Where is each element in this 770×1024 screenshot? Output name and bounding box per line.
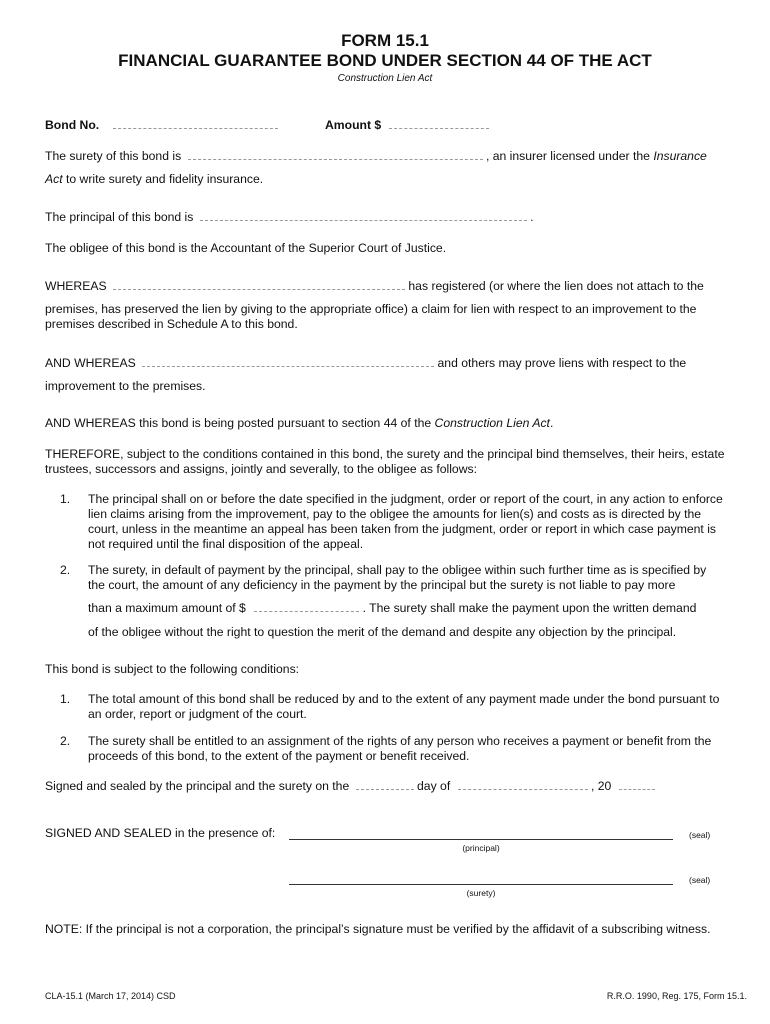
principal-seal-label: (seal) (689, 830, 711, 840)
condition-text: The surety shall be entitled to an assignment of the rights of any person who receives a payment or benefit from the proceeds of this bond, to the extent of the payment or benefit received. (88, 734, 712, 763)
form-title: FINANCIAL GUARANTEE BOND UNDER SECTION 44 OF THE ACT (118, 51, 652, 70)
whereas1-prefix: WHEREAS (45, 279, 107, 293)
max-prefix: than a maximum amount of $ (88, 601, 246, 615)
day-field[interactable] (356, 779, 414, 790)
condition-number: 2. (60, 734, 71, 748)
bond-no-field[interactable] (113, 118, 278, 129)
form-subtitle: Construction Lien Act (337, 73, 433, 84)
principal-row (45, 210, 534, 224)
other-claimants-field[interactable] (142, 356, 434, 367)
obligation-text: The surety, in default of payment by the principal, shall pay to the obligee within such further time as is specified by the court, the amount of any deficiency in the payment by the principal but the surety is not liable to pay more (88, 563, 707, 592)
principal-name-field[interactable] (200, 210, 527, 221)
whereas3-row (45, 416, 553, 430)
surety-suffix: , an insurer licensed under the (485, 149, 650, 163)
principal-signature-line[interactable] (289, 839, 673, 840)
surety-act-name-2: Act (45, 172, 63, 186)
surety-name-field[interactable] (188, 149, 483, 160)
bond-no-label: Bond No. (45, 118, 100, 132)
therefore-clause: THEREFORE, subject to the conditions contained in this bond, the surety and the principal bind themselves, their heirs, estate trustees, successors and assigns, jointly and severally, to the obligee as follows: (45, 447, 725, 476)
amount-row (325, 118, 489, 132)
amount-field[interactable] (389, 118, 489, 129)
amount-label: Amount $ (325, 118, 382, 132)
obligation-number: 1. (60, 492, 71, 506)
surety-caption: (surety) (466, 888, 496, 898)
maximum-amount-row (88, 601, 696, 615)
obligation-last-line: of the obligee without the right to question the merit of the demand and despite any objection by the principal. (88, 625, 677, 639)
maximum-amount-field[interactable] (254, 601, 359, 612)
presence-label: SIGNED AND SEALED in the presence of: (45, 826, 276, 840)
year-field[interactable] (619, 779, 655, 790)
obligation-number: 2. (60, 563, 71, 577)
lien-claimant-field[interactable] (113, 279, 405, 290)
whereas3-end: . (549, 416, 554, 430)
whereas1-row (45, 279, 704, 293)
surety-prefix: The surety of this bond is (45, 149, 182, 163)
month-field[interactable] (458, 779, 588, 790)
surety-continuation-row (45, 172, 263, 186)
signed-date-row (45, 779, 655, 793)
obligee-statement: The obligee of this bond is the Accountant of the Superior Court of Justice. (45, 241, 447, 255)
conditions-intro: This bond is subject to the following conditions: (45, 662, 300, 676)
year-prefix: , 20 (591, 779, 612, 793)
whereas3-text: AND WHEREAS this bond is being posted pursuant to section 44 of the (45, 416, 432, 430)
obligation-text: The principal shall on or before the date specified in the judgment, order or report of the court, in any action to enforce lien claims arising from the improvement, pay to the obligee the amounts for lien(s) and costs as is directed by the court, unless in the meantime an appeal has been taken from the judgment, order or report in which case payment is not required until the final disposition of the appeal. (88, 492, 723, 551)
surety-signature-line[interactable] (289, 884, 673, 885)
day-of-label: day of (417, 779, 451, 793)
principal-suffix: . (530, 210, 534, 224)
condition-text: The total amount of this bond shall be reduced by and to the extent of any payment made under the bond pursuant to an order, report or judgment of the court. (88, 692, 720, 721)
surety-act-name-1: Insurance (653, 149, 707, 163)
whereas1-continuation: premises, has preserved the lien by giving to the appropriate office) a claim for lien with respect to an improvement to the premises described in Schedule A to this bond. (45, 302, 697, 331)
bond-no-row (45, 118, 278, 132)
surety-continuation: to write surety and fidelity insurance. (66, 172, 264, 186)
note: NOTE: If the principal is not a corporation, the principal’s signature must be verified by the affidavit of a subscribing witness. (45, 922, 711, 936)
form-number: FORM 15.1 (341, 31, 429, 50)
whereas2-row (45, 356, 686, 370)
whereas2-suffix: and others may prove liens with respect to the (437, 356, 687, 370)
max-suffix: . The surety shall make the payment upon the written demand (362, 601, 697, 615)
signed-prefix: Signed and sealed by the principal and the surety on the (45, 779, 350, 793)
condition-number: 1. (60, 692, 71, 706)
principal-caption: (principal) (462, 843, 500, 853)
principal-prefix: The principal of this bond is (45, 210, 194, 224)
footer-form-code: CLA-15.1 (March 17, 2014) CSD (45, 991, 176, 1001)
whereas1-suffix: has registered (or where the lien does not attach to the (408, 279, 704, 293)
whereas2-prefix: AND WHEREAS (45, 356, 136, 370)
surety-row (45, 149, 707, 163)
whereas3-act: Construction Lien Act (434, 416, 550, 430)
whereas2-continuation: improvement to the premises. (45, 379, 206, 393)
footer-regulation: R.R.O. 1990, Reg. 175, Form 15.1. (606, 991, 747, 1001)
surety-seal-label: (seal) (689, 875, 711, 885)
